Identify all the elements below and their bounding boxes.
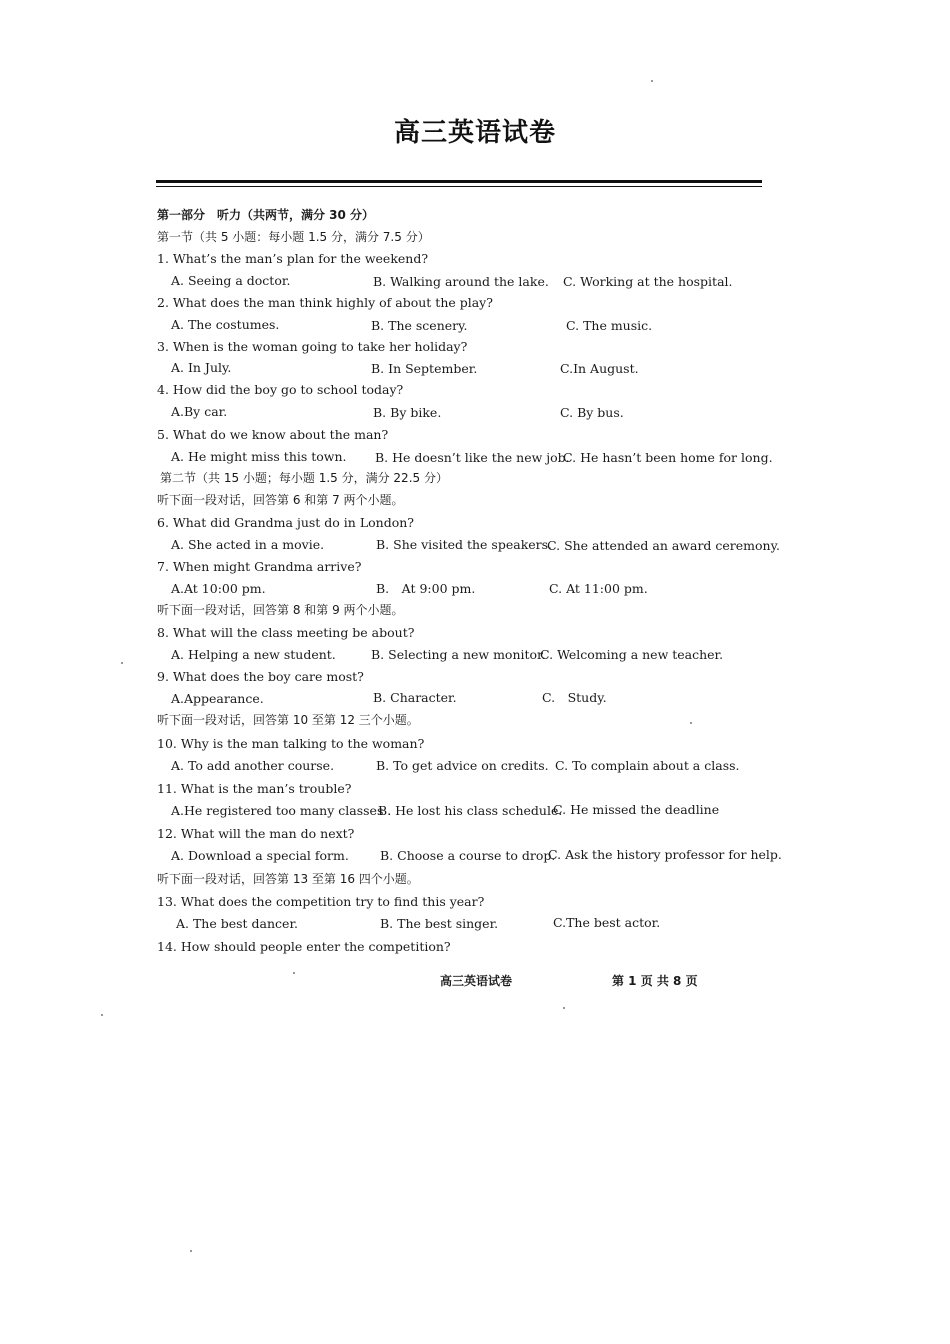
q9-option-a: A.Appearance. [171,691,264,706]
q11-option-c: C. He missed the deadline [553,802,720,817]
question-9: 9. What does the boy care most? [157,669,364,684]
question-5: 5. What do we know about the man? [157,427,389,442]
q8-option-b: B. Selecting a new monitor. [371,647,546,662]
scan-speck [101,1014,103,1016]
question-7: 7. When might Grandma arrive? [157,559,362,574]
instruction-q10-12: 听下面一段对话，回答第 10 至第 12 三个小题。 [157,713,419,727]
instruction-q6-7: 听下面一段对话，回答第 6 和第 7 两个小题。 [157,493,404,507]
scan-speck [563,1007,565,1009]
scan-speck [293,972,295,974]
q10-option-a: A. To add another course. [171,758,335,773]
q2-option-b: B. The scenery. [371,318,468,333]
q5-option-c: C. He hasn’t been home for long. [563,450,773,465]
q12-option-a: A. Download a special form. [171,848,349,863]
q6-option-c: C. She attended an award ceremony. [547,538,780,553]
q5-option-b: B. He doesn’t like the new job. [375,450,570,465]
question-13: 13. What does the competition try to find this year? [157,894,485,909]
q5-option-a: A. He might miss this town. [171,449,347,464]
q9-option-c: C. Study. [542,690,607,705]
title-rule-thin [156,186,762,187]
question-8: 8. What will the class meeting be about? [157,625,415,640]
question-2: 2. What does the man think highly of about the play? [157,295,493,310]
q6-option-b: B. She visited the speakers. [376,537,553,552]
question-1: 1. What’s the man’s plan for the weekend? [157,251,429,266]
q7-option-b: B. At 9:00 pm. [376,581,476,596]
footer-title: 高三英语试卷 [440,974,513,988]
question-12: 12. What will the man do next? [157,826,355,841]
q1-option-a: A. Seeing a doctor. [171,273,291,288]
question-14: 14. How should people enter the competition? [157,939,451,954]
part1-heading: 第一部分 听力（共两节，满分 30 分） [157,208,375,222]
instruction-q13-16: 听下面一段对话，回答第 13 至第 16 四个小题。 [157,872,419,886]
q12-option-b: B. Choose a course to drop. [380,848,556,863]
scan-speck [651,80,653,82]
question-11: 11. What is the man’s trouble? [157,781,352,796]
q13-option-a: A. The best dancer. [176,916,299,931]
scan-speck [690,722,692,724]
q8-option-a: A. Helping a new student. [171,647,336,662]
q2-option-c: C. The music. [566,318,653,333]
q4-option-c: C. By bus. [560,405,624,420]
q6-option-a: A. She acted in a movie. [171,537,325,552]
q12-option-c: C. Ask the history professor for help. [548,847,782,862]
q9-option-b: B. Character. [373,690,457,705]
section1-heading: 第一节（共 5 小题：每小题 1.5 分，满分 7.5 分） [157,230,430,244]
q7-option-c: C. At 11:00 pm. [549,581,648,596]
instruction-q8-9: 听下面一段对话，回答第 8 和第 9 两个小题。 [157,603,404,617]
q7-option-a: A.At 10:00 pm. [171,581,266,596]
q2-option-a: A. The costumes. [171,317,280,332]
scan-speck [190,1250,192,1252]
q11-option-a: A.He registered too many classes . [171,803,392,818]
question-10: 10. Why is the man talking to the woman? [157,736,425,751]
q13-option-c: C.The best actor. [553,915,661,930]
q1-option-b: B. Walking around the lake. [373,274,549,289]
title-rule-thick [156,180,762,183]
q1-option-c: C. Working at the hospital. [563,274,733,289]
q3-option-b: B. In September. [371,361,478,376]
exam-title: 高三英语试卷 [393,118,556,148]
q10-option-c: C. To complain about a class. [555,758,740,773]
question-4: 4. How did the boy go to school today? [157,382,404,397]
q11-option-b: B. He lost his class schedule. [378,803,563,818]
section2-heading: 第二节（共 15 小题；每小题 1.5 分，满分 22.5 分） [160,471,448,485]
footer-page-number: 第 1 页 共 8 页 [612,974,698,988]
q4-option-b: B. By bike. [373,405,442,420]
q3-option-c: C.In August. [560,361,639,376]
question-3: 3. When is the woman going to take her holiday? [157,339,468,354]
scan-speck [121,662,123,664]
q4-option-a: A.By car. [171,404,228,419]
q8-option-c: C. Welcoming a new teacher. [540,647,724,662]
q10-option-b: B. To get advice on credits. [376,758,549,773]
q3-option-a: A. In July. [171,360,232,375]
question-6: 6. What did Grandma just do in London? [157,515,414,530]
q13-option-b: B. The best singer. [380,916,499,931]
